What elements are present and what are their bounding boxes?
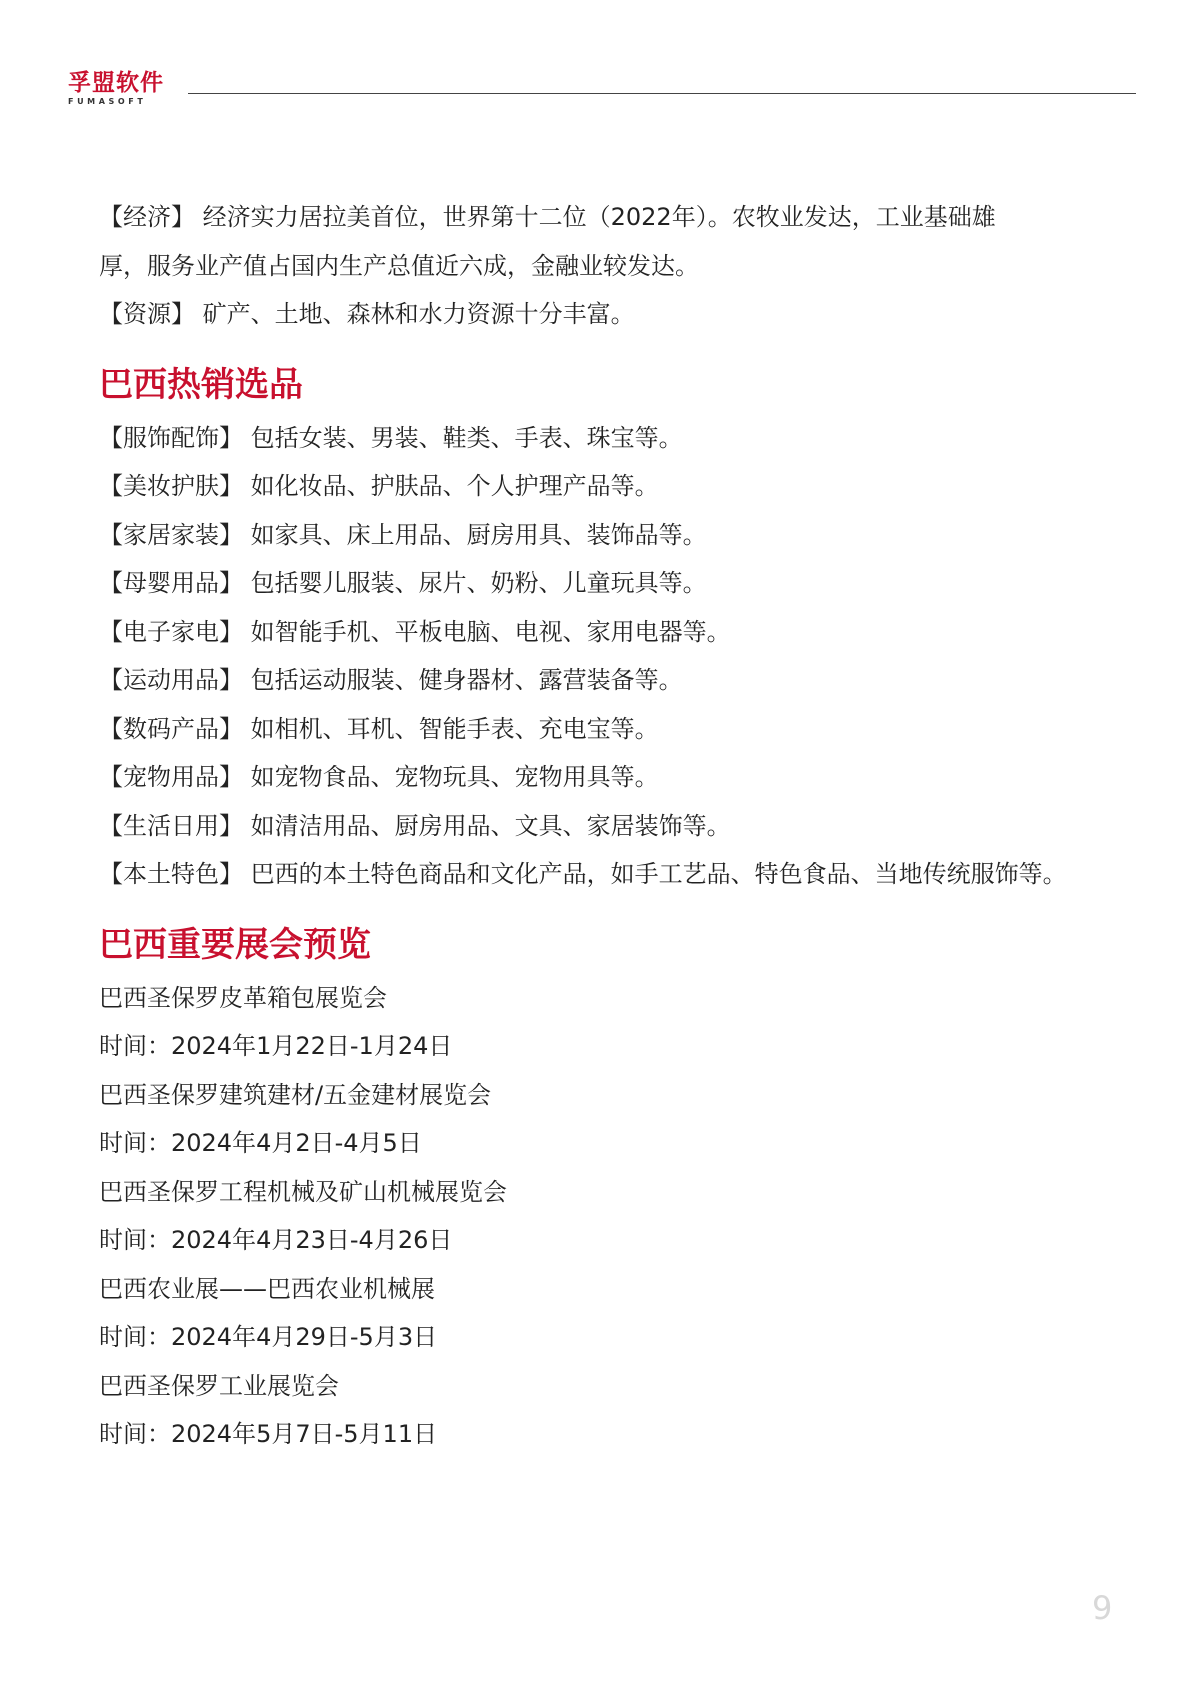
intro-paragraph-economy-line2: 厚，服务业产值占国内生产总值近六成，金融业较发达。: [99, 251, 699, 280]
item-tag: 【母婴用品】: [99, 569, 243, 597]
expo-time: 时间：2024年4月23日-4月26日: [99, 1226, 453, 1254]
item-text: 巴西的本土特色商品和文化产品，如手工艺品、特色食品、当地传统服饰等。: [250, 860, 1067, 888]
list-item: [99, 414, 1159, 463]
item-text: 如相机、耳机、智能手表、充电宝等。: [250, 714, 659, 743]
list-item: [99, 705, 1159, 754]
list-item: [99, 850, 1159, 899]
item-text: 包括女装、男装、鞋类、手表、珠宝等。: [250, 423, 683, 452]
page-number: 9: [1092, 1589, 1113, 1627]
hot-products-list: [99, 414, 1159, 899]
expo-name: 巴西圣保罗工业展览会: [99, 1371, 339, 1400]
expo-list: [99, 974, 1159, 1459]
item-text: 如化妆品、护肤品、个人护理产品等。: [250, 472, 659, 500]
page-content: [99, 193, 1159, 1459]
list-item: [99, 462, 1159, 511]
expo-name: 巴西圣保罗皮革箱包展览会: [99, 983, 387, 1012]
expo-time: 时间：2024年4月2日-4月5日: [99, 1129, 422, 1157]
page-header: [66, 70, 1136, 110]
item-text: 包括婴儿服装、尿片、奶粉、儿童玩具等。: [250, 569, 707, 597]
intro-paragraph-economy-line1: 【经济】 经济实力居拉美首位，世界第十二位（2022年）。农牧业发达，工业基础雄: [99, 203, 996, 231]
expo-time: 时间：2024年5月7日-5月11日: [99, 1420, 438, 1448]
expo-time: 时间：2024年4月29日-5月3日: [99, 1323, 438, 1351]
list-item: [99, 608, 1159, 657]
expo-name: 巴西圣保罗工程机械及矿山机械展览会: [99, 1177, 507, 1206]
item-text: 如清洁用品、厨房用品、文具、家居装饰等。: [250, 811, 731, 840]
item-tag: 【家居家装】: [99, 520, 243, 549]
section-title-hot-products: 巴西热销选品: [99, 364, 303, 405]
item-tag: 【电子家电】: [99, 617, 243, 646]
item-tag: 【服饰配饰】: [99, 423, 243, 452]
expo-time: 时间：2024年1月22日-1月24日: [99, 1032, 453, 1060]
logo-chinese-text: 孚盟软件: [68, 70, 164, 96]
section-title-expo-preview: 巴西重要展会预览: [99, 924, 371, 965]
item-text: 包括运动服装、健身器材、露营装备等。: [250, 666, 683, 694]
item-tag: 【数码产品】: [99, 714, 243, 743]
item-tag: 【美妆护肤】: [99, 472, 243, 500]
header-divider: [188, 93, 1136, 94]
fumasoft-logo: [66, 70, 176, 110]
list-item: [99, 802, 1159, 851]
item-tag: 【本土特色】: [99, 860, 243, 888]
logo-english-text: FUMASOFT: [68, 97, 147, 106]
list-item: [99, 656, 1159, 705]
intro-section: [99, 193, 1159, 339]
list-item: [99, 511, 1159, 560]
item-text: 如家具、床上用品、厨房用具、装饰品等。: [250, 520, 707, 549]
intro-paragraph-resources: 【资源】 矿产、土地、森林和水力资源十分丰富。: [99, 300, 635, 328]
list-item: [99, 753, 1159, 802]
item-tag: 【生活日用】: [99, 811, 243, 840]
expo-name: 巴西农业展——巴西农业机械展: [99, 1274, 435, 1303]
list-item: [99, 559, 1159, 608]
item-tag: 【宠物用品】: [99, 763, 243, 791]
item-text: 如宠物食品、宠物玩具、宠物用具等。: [250, 763, 659, 791]
item-text: 如智能手机、平板电脑、电视、家用电器等。: [250, 617, 731, 646]
expo-name: 巴西圣保罗建筑建材/五金建材展览会: [99, 1080, 492, 1109]
item-tag: 【运动用品】: [99, 666, 243, 694]
